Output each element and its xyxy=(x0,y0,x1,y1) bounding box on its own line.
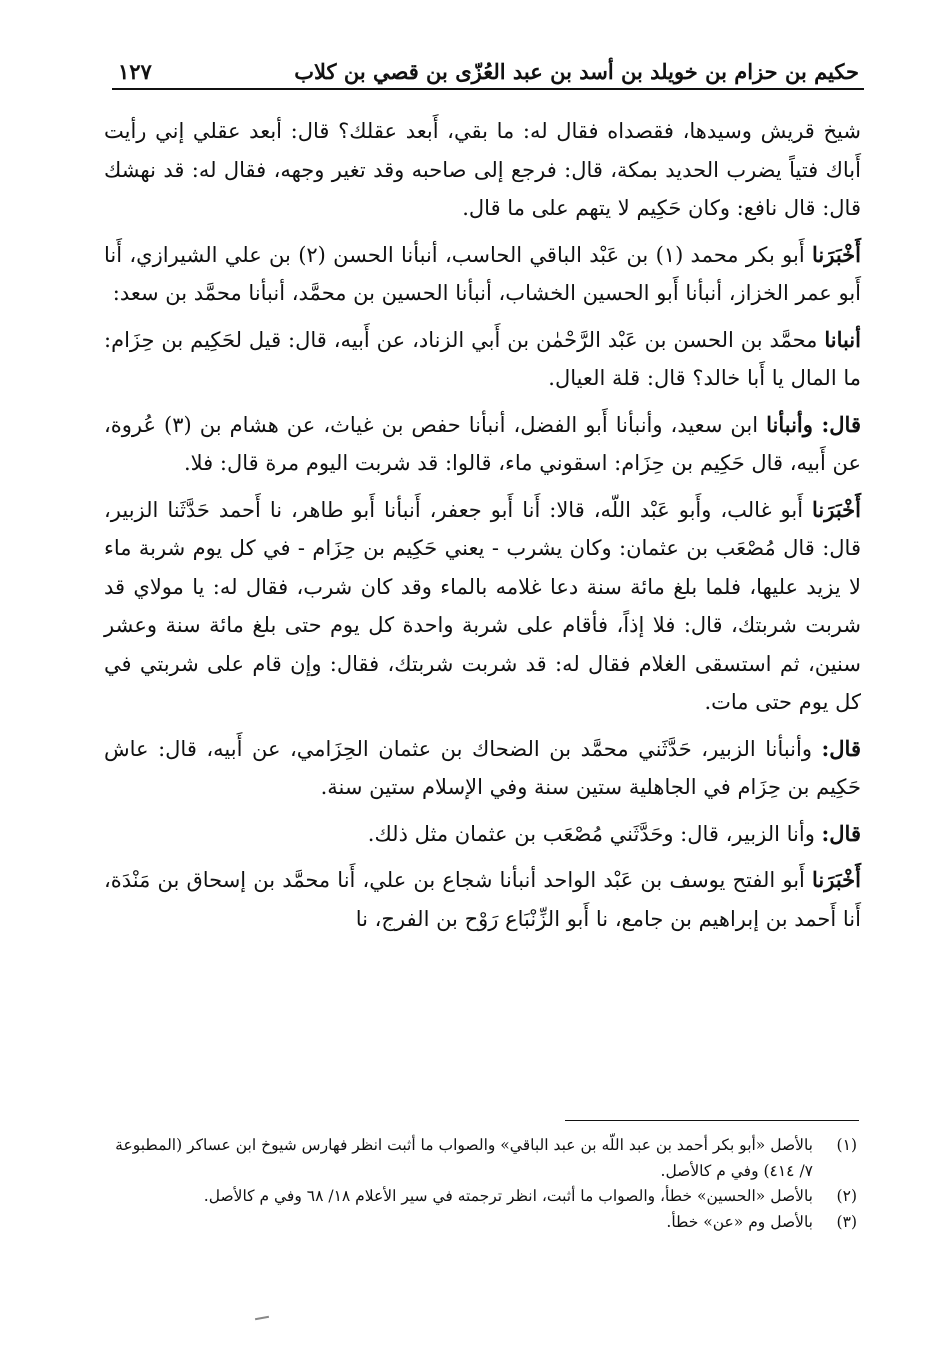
paragraph-text: محمَّد بن الحسن بن عَبْد الرَّحْمٰن بن أَبي الزناد، عن أَبيه، قال: قيل لحَكِيم بن حِزَام: ما المال يا أَبا خالد؟ قال: قلة العيال. xyxy=(104,327,861,390)
paragraph-text: ابن سعيد، وأنبأنا أَبو الفضل، أنبأنا حفص بن غياث، عن هشام بن (٣) عُروة، عن أَبيه، قال حَكِيم بن حِزَام: اسقوني ماء، قالوا: قد شربت اليوم مرة قال: فلا. xyxy=(104,412,861,475)
footnote xyxy=(108,1210,857,1236)
footnote-text: بالأصل «الحسين» خطأ، والصواب ما أثبت، انظر ترجمته في سير الأعلام ١٨/ ٦٨ وفي م كالأصل. xyxy=(203,1187,813,1205)
paragraph-text: أَبو غالب، وأَبو عَبْد اللّه، قالا: أَنا أَبو جعفر، أَنبأنا أَبو طاهر، نا أَحمد حَدَّثَنا الزبير، قال: قال مُصْعَب بن عثمان: وكان يشرب - يعني حَكِيم بن حِزَام - في كل يوم شربة ماء لا يزيد عليها، فلما بلغ مائة سنة دعا غلامه بالماء وقد كان شرب، فقال له: يا مولاي قد شربت شربتك، قال: فلا إذاً، فأقام على شربة واحدة كل يوم حتى بلغ مائة سنة وعشر سنين، ثم استسقى الغلام فقال له: قد شربت شربتك، فقال: وإن قام على شربتي في كل يوم حتى مات. xyxy=(104,497,861,714)
paragraph xyxy=(104,236,861,313)
header-rule xyxy=(112,88,864,90)
running-title: حكيم بن حزام بن خويلد بن أسد بن عبد العُزّى بن قصي بن كلاب xyxy=(294,59,859,84)
paragraph-text: أَبو الفتح يوسف بن عَبْد الواحد أنبأنا شجاع بن علي، أَنا محمَّد بن إسحاق بن مَنْدَة، أَنا أَحمد بن إبراهيم بن جامع، نا أَبو الزِّنْبَاع رَوْح بن الفرج، نا xyxy=(104,868,861,931)
paragraph-text: شيخ قريش وسيدها، فقصداه فقال له: ما بقي، أَبعد عقلك؟ قال: أبعد عقلي إني رأيت أَباك فتياً يضرب الحديد بمكة، قال: فرجع إلى صاحبه وقد تغير وجهه، فقال له: قد نهشك قال: قال نافع: وكان حَكِيم لا يتهم على ما قال. xyxy=(104,119,861,220)
paragraph-lead: قال: xyxy=(821,820,861,846)
paragraph-lead: أَخْبَرَنا xyxy=(812,241,861,267)
running-header xyxy=(118,40,859,84)
footnote xyxy=(108,1133,857,1184)
paragraph xyxy=(104,112,861,228)
paragraph xyxy=(104,861,861,938)
paragraph-text: أَبو بكر محمد (١) بن عَبْد الباقي الحاسب، أنبأنا الحسن (٢) بن علي الشيرازي، أَنا أَبو عمر الخزاز، أنبأنا أَبو الحسين الخشاب، أنبأنا الحسين بن محمَّد، أنبأنا محمَّد بن سعد: xyxy=(104,242,861,305)
paragraph-lead: أنبانا xyxy=(824,326,861,352)
page-number: ١٢٧ xyxy=(118,59,152,84)
paragraph-lead: أَخْبَرَنا xyxy=(812,867,861,892)
paragraph-lead: أَخْبَرَنا xyxy=(812,496,861,522)
footnote-number: (٢) xyxy=(836,1187,857,1205)
paragraph-text: وأنا الزبير، قال: وحَدَّثَني مُصْعَب بن عثمان مثل ذلك. xyxy=(367,821,822,846)
footnote-number: (١) xyxy=(836,1136,857,1154)
paragraph xyxy=(104,730,861,807)
footnote-text: بالأصل وم «عن» خطأ. xyxy=(666,1212,813,1231)
paragraph xyxy=(104,815,861,854)
paragraph xyxy=(104,321,861,398)
paragraph xyxy=(104,491,861,722)
footnote-text: بالأصل «أبو بكر أحمد بن عبد اللّه بن عبد الباقي» والصواب ما أثبت انظر فهارس شيوخ ابن عساكر (المطبوعة ٧/ ٤١٤) وفي م كالأصل. xyxy=(115,1136,813,1180)
paragraph-text: وأنبأنا الزبير، حَدَّثَني محمَّد بن الضحاك بن عثمان الحِزَامي، عن أَبيه، قال: عاش حَكِيم بن حِزَام في الجاهلية ستين سنة وفي الإسلام ستين سنة. xyxy=(104,736,861,799)
paragraph-lead: قال: وأنبأنا xyxy=(766,411,861,437)
footnotes xyxy=(108,1133,857,1235)
paragraph xyxy=(104,406,861,483)
main-text xyxy=(104,112,861,946)
footnote xyxy=(108,1184,857,1210)
scan-speck xyxy=(255,1316,269,1320)
paragraph-lead: قال: xyxy=(821,735,861,761)
footnote-rule xyxy=(565,1120,859,1121)
footnote-number: (٣) xyxy=(836,1212,857,1231)
